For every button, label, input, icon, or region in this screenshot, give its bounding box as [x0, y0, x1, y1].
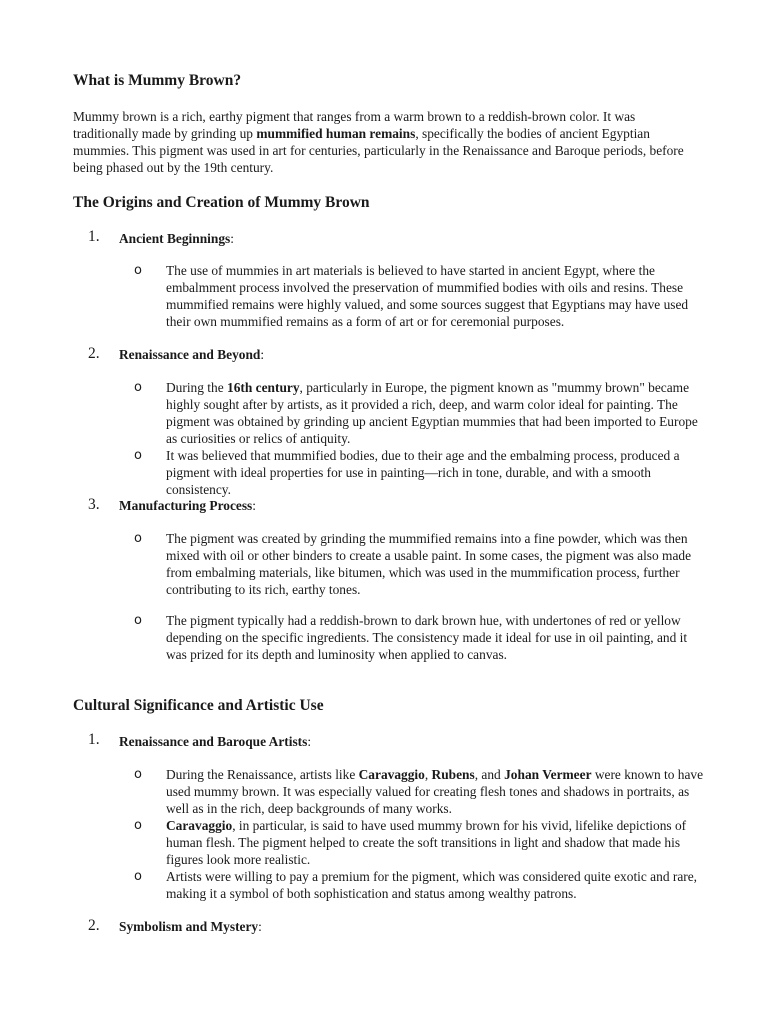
- list-item-label: [119, 919, 262, 935]
- bullet-text: Artists were willing to pay a premium for the pigment, which was considered quite exotic and rare, making it a symbol of both sophistication and status among wealthy patrons.: [166, 869, 698, 901]
- intro-text-1: Mummy brown is a rich, earthy pigment that ranges from a warm brown to a reddish-brown color. It was traditionally made by grinding up: [73, 109, 636, 141]
- bullet-text: The use of mummies in art materials is believed to have started in ancient Egypt, where the embalmment process involved the preservation of mummified bodies with oils and resins. These mummified remains were highly valued, and some sources suggest that Egyptians may have used their own mummified remains as a form of art or for ceremonial purposes.: [166, 263, 689, 329]
- bullet-bold: Caravaggio: [358, 767, 425, 782]
- bullet-text: The pigment was created by grinding the mummified remains into a fine powder, which was then mixed with oil or other binders to create a usable paint. In some cases, the pigment was also made from embalming materials, like bitumen, which was used in the mummification process, further contributing to its rich, earthy tones.: [166, 531, 692, 597]
- label-colon: :: [252, 498, 257, 513]
- label-colon: :: [258, 919, 262, 934]
- bullet-text: It was believed that mummified bodies, due to their age and the embalming process, produced a pigment with ideal properties for use in painting—rich in tone, durable, and with a smooth consistency.: [166, 448, 680, 497]
- list-item-label: [119, 347, 264, 363]
- list-number: 1.: [88, 731, 100, 748]
- section-heading-origins: The Origins and Creation of Mummy Brown: [73, 194, 370, 211]
- bullet-bold: Johan Vermeer: [504, 767, 592, 782]
- bullet-marker: o: [134, 818, 142, 833]
- bullet-text-part: were known to have used mummy brown. It was especially valued for creating flesh tones and shadows in portraits, as well as in the rich, deep backgrounds of many works.: [166, 767, 704, 816]
- intro-text-2: , specifically the bodies of ancient Egyptian mummies. This pigment was used in art for centuries, particularly in the Renaissance and Baroque periods, before being phased out by the 19th century.: [73, 126, 684, 175]
- bullet-marker: o: [134, 531, 142, 546]
- bullet-marker: o: [134, 613, 142, 628]
- bullet-marker: o: [134, 448, 142, 463]
- list-item-label: [119, 231, 234, 247]
- list-number: 3.: [88, 496, 100, 513]
- label-colon: :: [307, 734, 312, 749]
- label-bold: Ancient Beginnings: [119, 231, 231, 246]
- bullet-marker: o: [134, 263, 142, 278]
- list-item-label: [119, 498, 256, 514]
- bullet-bold: 16th century: [227, 380, 300, 395]
- bullet-text-part: During the: [166, 380, 227, 395]
- bullet-marker: o: [134, 767, 142, 782]
- bullet-marker: o: [134, 380, 142, 395]
- intro-bold: mummified human remains: [256, 126, 416, 141]
- label-bold: Manufacturing Process: [119, 498, 253, 513]
- page-title: What is Mummy Brown?: [73, 72, 242, 89]
- list-number: 2.: [88, 917, 100, 934]
- bullet-text-part: , in particular, is said to have used mummy brown for his vivid, lifelike depictions of human flesh. The pigment helped to create the soft transitions in light and shadow that made his figures look more realistic.: [166, 818, 687, 867]
- intro-paragraph: [73, 108, 703, 176]
- section-heading-cultural: Cultural Significance and Artistic Use: [73, 697, 324, 714]
- label-colon: :: [260, 347, 265, 362]
- list-number: 2.: [88, 345, 100, 362]
- bullet-text: The pigment typically had a reddish-brown to dark brown hue, with undertones of red or yellow depending on the specific ingredients. The consistency made it ideal for use in oil painting, and it was prized for its depth and luminosity when applied to canvas.: [166, 613, 688, 662]
- bullet-bold: Rubens: [431, 767, 475, 782]
- label-bold: Renaissance and Beyond: [119, 347, 261, 362]
- label-bold: Symbolism and Mystery: [119, 919, 259, 934]
- bullet-text-part: ,: [424, 767, 432, 782]
- bullet-text: [166, 766, 706, 817]
- list-number: 1.: [88, 228, 100, 245]
- bullet-bold: Caravaggio: [166, 818, 233, 833]
- bullet-marker: o: [134, 869, 142, 884]
- bullet-text-part: , and: [474, 767, 505, 782]
- bullet-text-part: , particularly in Europe, the pigment known as "mummy brown" became highly sought after by artists, as it provided a rich, deep, and warm color ideal for painting. The pigment was obtained by grinding up ancient Egyptian mummies that had been imported to Europe as curiosities or relics of antiquity.: [166, 380, 698, 446]
- label-colon: :: [230, 231, 234, 246]
- bullet-text-part: During the Renaissance, artists like: [166, 767, 359, 782]
- list-item-label: [119, 734, 311, 750]
- bullet-text: [166, 379, 706, 447]
- label-bold: Renaissance and Baroque Artists: [119, 734, 308, 749]
- bullet-text: [166, 817, 706, 868]
